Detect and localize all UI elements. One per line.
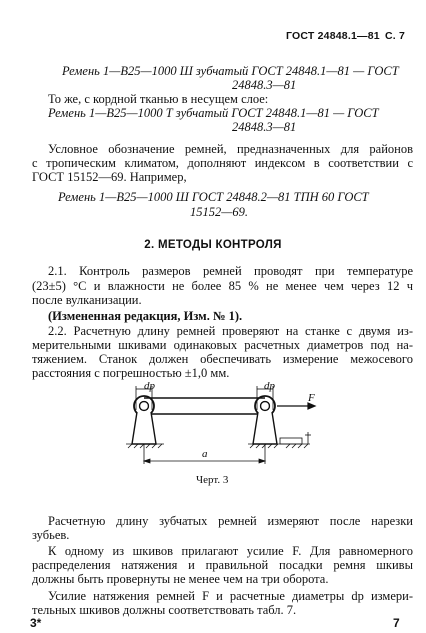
example-line-5: 24848.3—81 [232,120,297,134]
p22-line-3: тяжением. Станок должен обеспечивать измерение межосевого [32,352,413,366]
example-line-2: 24848.3—81 [232,78,297,92]
p22-line-2: мерительными шкивами одинаковых расчетных диаметров под на- [32,338,413,352]
label-force: F [308,392,315,404]
tropical-line-1: Условное обозначение ремней, предназначенных для районов [48,142,413,156]
example-line-1: Ремень 1—В25—1000 Ш зубчатый ГОСТ 24848.1—81 — ГОСТ [62,64,399,78]
label-a: a [202,448,208,460]
section-title: 2. МЕТОДЫ КОНТРОЛЯ [144,239,282,251]
p-toothed-line-2: зубьев. [32,528,70,542]
p-table-line-1: Усилие натяжения ремней F и расчетные диаметры dp измери- [48,589,413,603]
tropical-line-3: ГОСТ 15152—69. Например, [32,170,187,184]
p21-line-1: 2.1. Контроль размеров ремней проводят при температуре [48,264,413,278]
belt-test-diagram [110,382,340,470]
p21-line-2: (23±5) °C и влажности не более 85 % не менее чем через 12 ч [32,279,413,293]
revision-note: (Измененная редакция, Изм. № 1). [48,309,243,323]
p21-line-3: после вулканизации. [32,293,142,307]
tropical-line-2: с тропическим климатом, дополняют индексом в соответствии с [32,156,413,170]
tropical-example-1: Ремень 1—В25—1000 Ш ГОСТ 24848.2—81 ТПН 60 ГОСТ [58,190,369,204]
header-page: С. 7 [385,30,406,42]
belt [144,398,265,414]
p22-line-1: 2.2. Расчетную длину ремней проверяют на станке с двумя из- [48,324,413,338]
p-force-line-3: должны быть провернуты не менее чем на три оборота. [32,572,329,586]
p22-line-4: расстояния с погрешностью ±1,0 мм. [32,366,230,380]
p-force-line-1: К одному из шкивов прилагают усилие F. Для равномерного [48,544,413,558]
example-line-3: То же, с кордной тканью в несущем слое: [48,92,269,106]
figure-caption: Черт. 3 [196,474,229,486]
header-standard: ГОСТ 24848.1—81 [286,30,380,42]
example-line-4: Ремень 1—В25—1000 Т зубчатый ГОСТ 24848.1—81 — ГОСТ [48,106,379,120]
p-force-line-2: распределения натяжения и правильной посадки ремня шкивы [32,558,413,572]
label-dp-left: dp [144,380,155,392]
p-toothed-line-1: Расчетную длину зубчатых ремней измеряют после нарезки [48,514,413,528]
page-number: 7 [393,616,400,630]
p-table-line-2: тельных шкивов должны соответствовать табл. 7. [32,603,297,617]
tropical-example-2: 15152—69. [190,205,248,219]
label-dp-right: dp [264,380,275,392]
footer-signature: 3* [30,616,42,630]
